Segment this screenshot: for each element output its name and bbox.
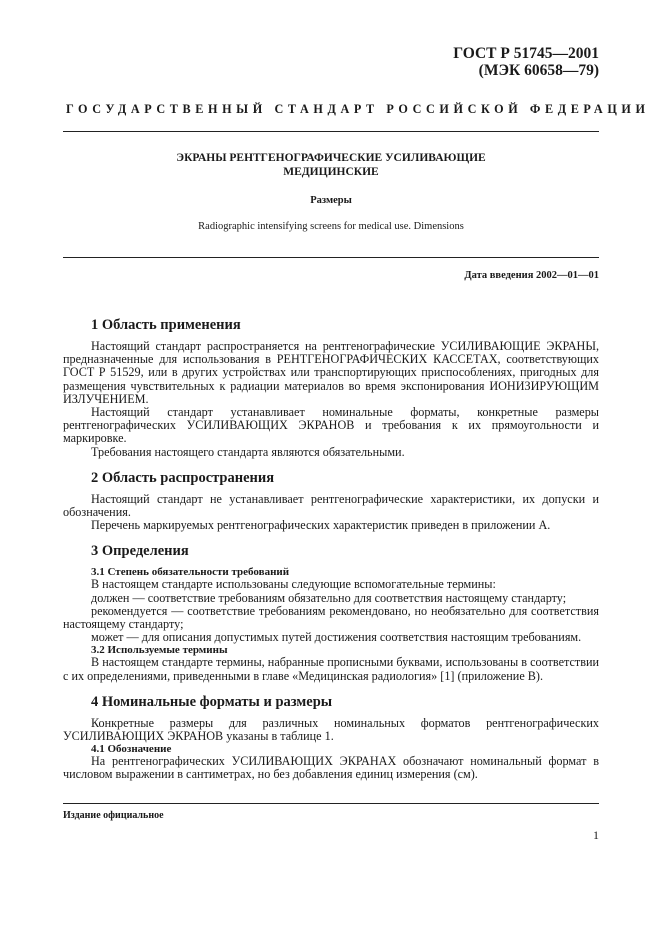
page-number: 1 bbox=[593, 828, 599, 842]
paragraph: Требования настоящего стандарта являются обязательными. bbox=[91, 444, 405, 459]
paragraph: В настоящем стандарте термины, набранные прописными буквами, использованы в соответствии с их определениями, приведенными в главе «Медицинская радиология» [1] (приложение В). bbox=[63, 655, 599, 683]
section-4 bbox=[63, 693, 599, 782]
section-heading: 4 Номинальные форматы и размеры bbox=[91, 693, 333, 710]
subsection-heading: 4.1 Обозначение bbox=[91, 743, 172, 756]
paragraph: Настоящий стандарт не устанавливает рентгенографические характеристики, их допуски и обозначения. bbox=[63, 491, 599, 520]
section-1 bbox=[63, 316, 599, 459]
footer-divider bbox=[63, 803, 599, 804]
iec-code: (МЭК 60658—79) bbox=[478, 62, 599, 79]
section-3 bbox=[63, 542, 599, 682]
gost-code: ГОСТ Р 51745—2001 bbox=[453, 45, 599, 62]
paragraph: Настоящий стандарт устанавливает номинальные форматы, конкретные размеры рентгенографических УСИЛИВАЮЩИХ ЭКРАНОВ и требования к их прямоугольности и маркировке. bbox=[63, 405, 599, 446]
section-heading: 3 Определения bbox=[91, 543, 189, 560]
section-heading: 1 Область применения bbox=[91, 317, 241, 333]
standard-codes bbox=[453, 45, 599, 79]
paragraph: Перечень маркируемых рентгенографических характеристик приведен в приложении А. bbox=[91, 518, 551, 533]
paragraph: На рентгенографических УСИЛИВАЮЩИХ ЭКРАНАХ обозначают номинальный формат в числовом выражении в сантиметрах, но без добавления единиц измерения (см). bbox=[63, 754, 599, 782]
paragraph: В настоящем стандарте использованы следующие вспомогательные термины: bbox=[91, 577, 496, 592]
english-title: Radiographic intensifying screens for medical use. Dimensions bbox=[198, 221, 464, 232]
subsection-heading: 3.2 Используемые термины bbox=[91, 644, 228, 657]
title-divider bbox=[63, 257, 599, 258]
paragraph: может — для описания допустимых путей достижения соответствия настоящим требованиям. bbox=[91, 630, 582, 645]
title-line-2: МЕДИЦИНСКИЕ bbox=[283, 165, 379, 178]
paragraph: рекомендуется — соответствие требованиям рекомендовано, но необязательно для соответствия настоящему стандарту; bbox=[63, 603, 599, 632]
section-heading: 2 Область распространения bbox=[91, 469, 275, 486]
document-body bbox=[63, 316, 599, 792]
document-title bbox=[63, 152, 599, 179]
paragraph: Конкретные размеры для различных номинальных форматов рентгенографических УСИЛИВАЮЩИХ ЭКРАНОВ указаны в таблице 1. bbox=[63, 715, 599, 744]
official-edition-label: Издание официальное bbox=[63, 810, 164, 821]
introduction-date: Дата введения 2002—01—01 bbox=[464, 270, 599, 281]
section-2 bbox=[63, 469, 599, 533]
subsection-heading: 3.1 Степень обязательности требований bbox=[91, 566, 290, 579]
title-line-1: ЭКРАНЫ РЕНТГЕНОГРАФИЧЕСКИЕ УСИЛИВАЮЩИЕ bbox=[176, 152, 486, 164]
document-subtitle: Размеры bbox=[310, 195, 352, 206]
paragraph: Настоящий стандарт распространяется на рентгенографические УСИЛИВАЮЩИЕ ЭКРАНЫ, предназначенные для использования в РЕНТГЕНОГРАФИЧЕСКИХ КАССЕТАХ, соответствующих ГОСТ Р 51529, или в других устройствах или транспортирующих приспособлениях, пригодных для размещения чувствительных к радиации материалов во время экспонирования ИОНИЗИРУЮЩИМ ИЗЛУЧЕНИЕМ. bbox=[63, 339, 599, 406]
state-standard-title: ГОСУДАРСТВЕННЫЙ СТАНДАРТ РОССИЙСКОЙ ФЕДЕРАЦИИ bbox=[66, 102, 650, 116]
top-divider bbox=[63, 131, 599, 132]
paragraph: должен — соответствие требованиям обязательно для соответствия настоящему стандарту; bbox=[91, 590, 567, 605]
